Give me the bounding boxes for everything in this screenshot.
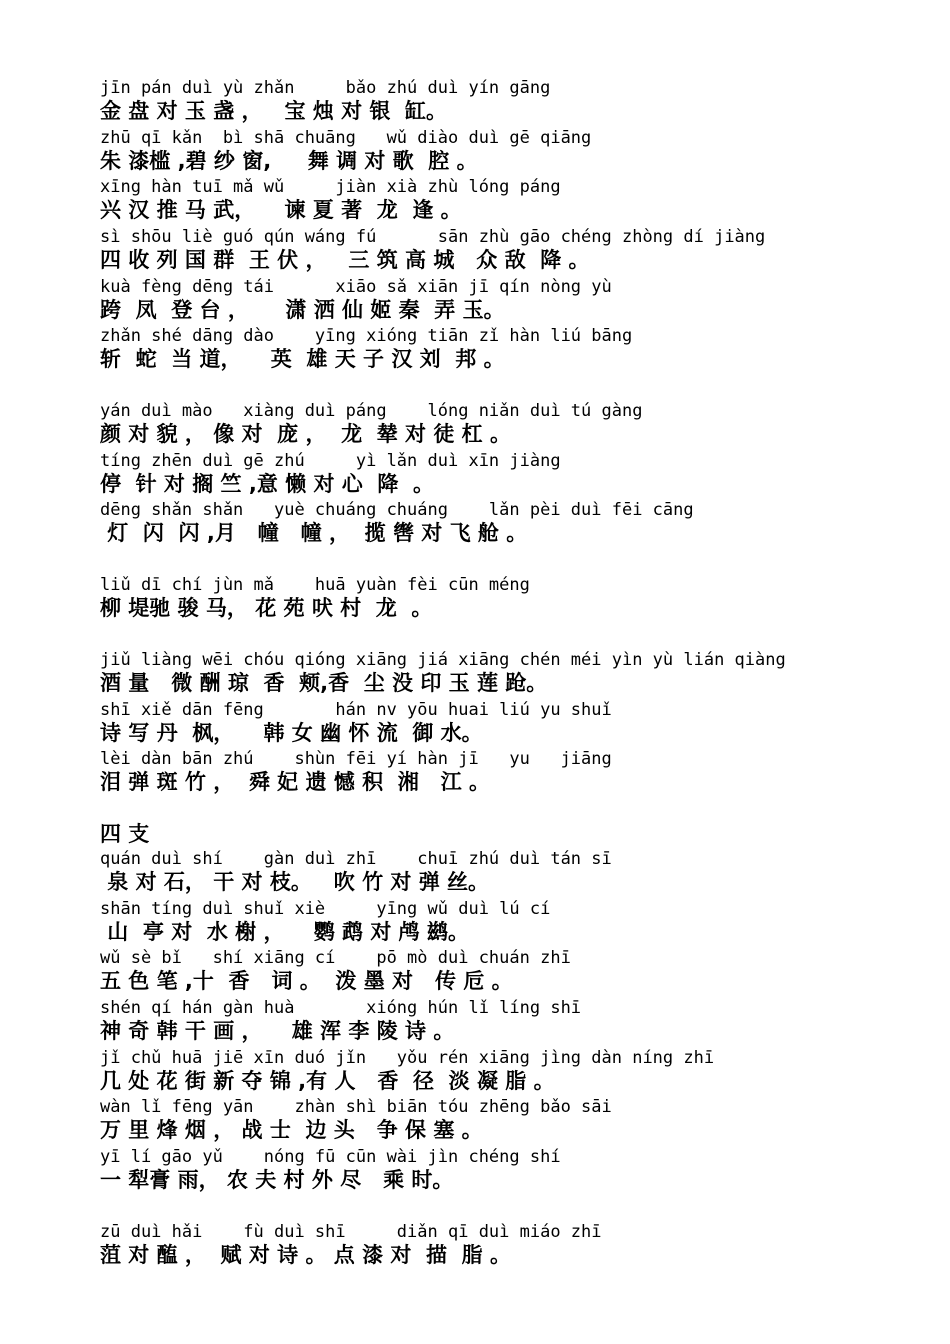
hanzi-line: 斩 蛇 当 道， 英 雄 天 子 汉 刘 邦 。 [100,347,505,371]
pinyin-line: dēng shǎn shǎn yuè chuáng chuáng lǎn pèi duì fēi cāng [100,500,694,520]
hanzi-line: 柳 堤驰 骏 马， 花 苑 吠 村 龙 。 [100,596,433,620]
hanzi-line: 酒 量 微 酬 琼 香 颊,香 尘 没 印 玉 莲 跄。 [100,671,548,695]
hanzi-line: 四 收 列 国 群 王 伏 ， 三 筑 高 城 众 敌 降 。 [100,248,590,272]
pinyin-line: sì shōu liè guó qún wáng fú sān zhù gāo chéng zhòng dí jiàng [100,227,766,247]
hanzi-line: 停 针 对 搁 竺 ,意 懒 对 心 降 。 [100,472,435,496]
hanzi-line: 五 色 笔 ,十 香 词 。 泼 墨 对 传 卮 。 [100,969,513,993]
pinyin-line: tíng zhēn duì gē zhú yì lǎn duì xīn jiàng [100,451,561,471]
hanzi-line: 灯 闪 闪 ,月 幢 幢 ， 揽 辔 对 飞 舱 。 [100,521,528,545]
pinyin-line: wàn lǐ fēng yān zhàn shì biān tóu zhēng bǎo sāi [100,1097,612,1117]
hanzi-line: 山 亭 对 水 榭 ， 鹦 鹉 对 鸬 鹚。 [100,920,469,944]
hanzi-line: 菹 对 醢 ， 赋 对 诗 。 点 漆 对 描 脂 。 [100,1243,511,1267]
hanzi-line: 一 犁膏 雨， 农 夫 村 外 尽 乘 时。 [100,1168,454,1192]
pinyin-line: jiǔ liàng wēi chóu qióng xiāng jiá xiāng chén méi yìn yù lián qiàng [100,650,786,670]
hanzi-line: 几 处 花 街 新 夺 锦 ,有 人 香 径 淡 凝 脂 。 [100,1069,555,1093]
pinyin-line: yī lí gāo yǔ nóng fū cūn wài jìn chéng shí [100,1147,561,1167]
pinyin-line: lèi dàn bān zhú shùn fēi yí hàn jī yu jiāng [100,749,612,769]
pinyin-line: zhǎn shé dāng dào yīng xióng tiān zǐ hàn liú bāng [100,326,633,346]
pinyin-line: xīng hàn tuī mǎ wǔ jiàn xià zhù lóng páng [100,177,561,197]
pinyin-line: liǔ dī chí jùn mǎ huā yuàn fèi cūn méng [100,575,530,595]
hanzi-line: 泉 对 石， 干 对 枝。 吹 竹 对 弹 丝。 [100,870,490,894]
pinyin-line: shān tíng duì shuǐ xiè yīng wǔ duì lú cí [100,899,551,919]
pinyin-line: zū duì hǎi fù duì shī diǎn qī duì miáo zhī [100,1222,602,1242]
hanzi-line: 朱 漆槛 ,碧 纱 窗, 舞 调 对 歌 腔 。 [100,149,478,173]
pinyin-line: yán duì mào xiàng duì páng lóng niǎn duì tú gàng [100,401,643,421]
hanzi-line: 泪 弹 斑 竹 ， 舜 妃 遗 憾 积 湘 江 。 [100,770,490,794]
hanzi-line: 神 奇 韩 干 画 ， 雄 浑 李 陵 诗 。 [100,1019,455,1043]
hanzi-line: 诗 写 丹 枫， 韩 女 幽 怀 流 御 水。 [100,721,483,745]
hanzi-line: 颜 对 貌 ， 像 对 庞 ， 龙 辇 对 徒 杠 。 [100,422,511,446]
pinyin-line: zhū qī kǎn bì shā chuāng wǔ diào duì gē qiāng [100,128,592,148]
pinyin-line: jǐ chǔ huā jiē xīn duó jǐn yǒu rén xiāng jìng dàn níng zhī [100,1048,715,1068]
hanzi-line: 万 里 烽 烟 ， 战 士 边 头 争 保 塞 。 [100,1118,483,1142]
pinyin-line: wǔ sè bǐ shí xiāng cí pō mò duì chuán zhī [100,948,571,968]
pinyin-line: jīn pán duì yù zhǎn bǎo zhú duì yín gāng [100,78,551,98]
hanzi-line: 跨 凤 登 台 ， 潇 洒 仙 姬 秦 弄 玉。 [100,298,505,322]
hanzi-line: 金 盘 对 玉 盏 ， 宝 烛 对 银 缸。 [100,99,448,123]
pinyin-line: shī xiě dān fēng hán nv yōu huai liú yu shuǐ [100,700,612,720]
hanzi-line: 兴 汉 推 马 武， 谏 夏 著 龙 逢 。 [100,198,462,222]
pinyin-line: shén qí hán gàn huà xióng hún lǐ líng shī [100,998,582,1018]
pinyin-line: quán duì shí gàn duì zhī chuī zhú duì tán sī [100,849,612,869]
section-heading: 四 支 [100,822,150,846]
pinyin-line: kuà fèng dēng tái xiāo sǎ xiān jī qín nòng yù [100,277,612,297]
